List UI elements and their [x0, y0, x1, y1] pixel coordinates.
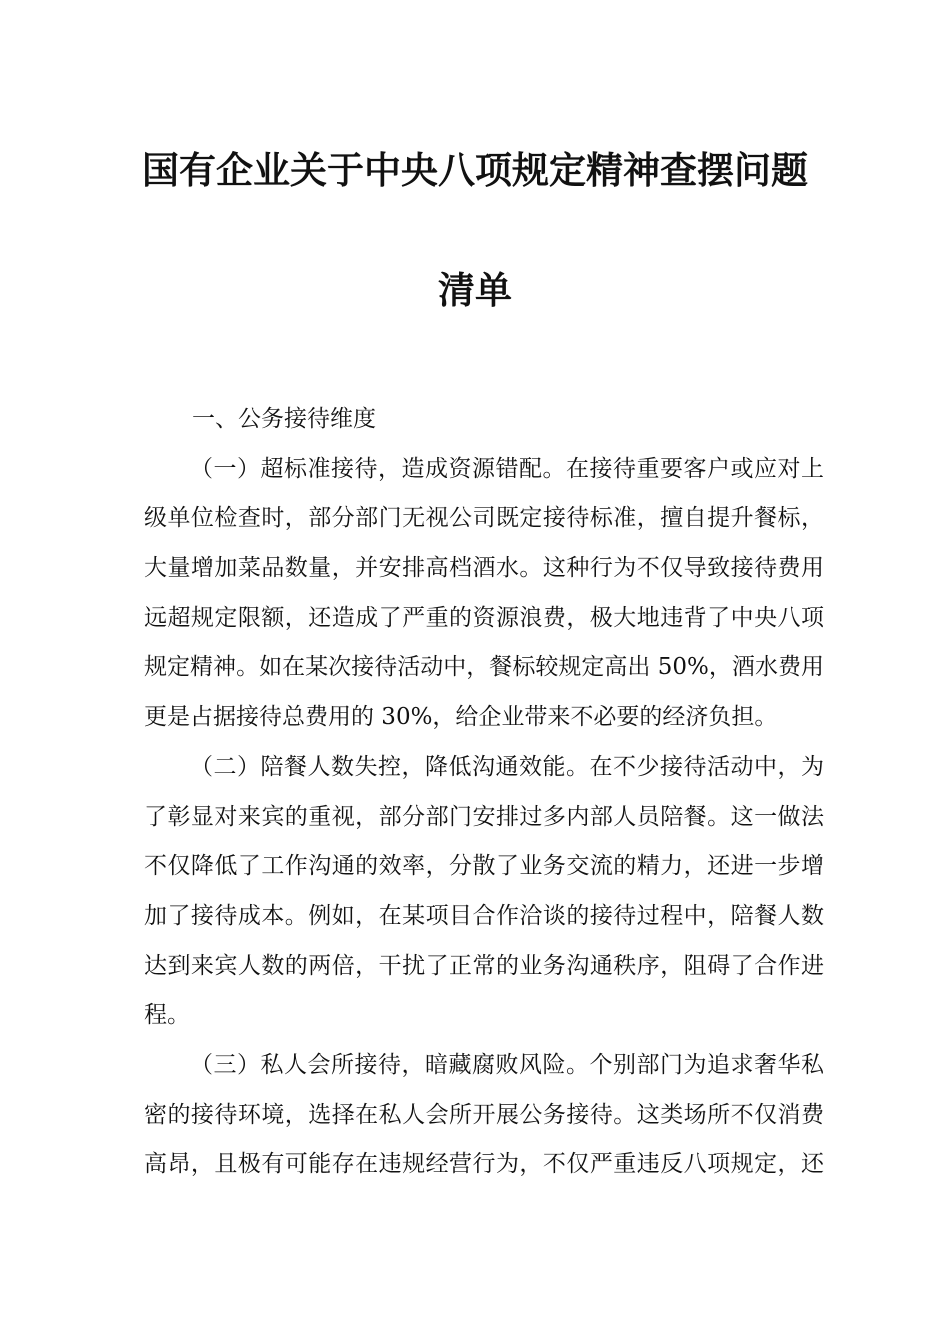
paragraph-line: 大量增加菜品数量，并安排高档酒水。这种行为不仅导致接待费用: [144, 555, 824, 582]
paragraph-line: 高昂，且极有可能存在违规经营行为，不仅严重违反八项规定，还: [144, 1151, 824, 1178]
paragraph-3: [144, 1041, 824, 1190]
document-title-line-1: 国有企业关于中央八项规定精神查摆问题: [142, 148, 808, 192]
paragraph-line: 级单位检查时，部分部门无视公司既定接待标准，擅自提升餐标，: [144, 505, 824, 532]
paragraph-line: 了彰显对来宾的重视，部分部门安排过多内部人员陪餐。这一做法: [144, 803, 824, 830]
paragraph-line: （三）私人会所接待，暗藏腐败风险。个别部门为追求奢华私: [190, 1051, 824, 1078]
paragraph-line: 程。: [144, 1002, 190, 1029]
paragraph-line: （二）陪餐人数失控，降低沟通效能。在不少接待活动中，为: [190, 753, 824, 780]
paragraph-line: 远超规定限额，还造成了严重的资源浪费，极大地违背了中央八项: [144, 604, 824, 631]
document-body: [144, 395, 824, 1190]
paragraph-line: 加了接待成本。例如，在某项目合作洽谈的接待过程中，陪餐人数: [144, 902, 824, 929]
section-heading: 一、公务接待维度: [192, 406, 376, 432]
document-title-line-2: 清单: [438, 268, 512, 312]
paragraph-line: 密的接待环境，选择在私人会所开展公务接待。这类场所不仅消费: [144, 1101, 824, 1128]
paragraph-line: 不仅降低了工作沟通的效率，分散了业务交流的精力，还进一步增: [144, 853, 824, 880]
paragraph-line: （一）超标准接待，造成资源错配。在接待重要客户或应对上: [190, 455, 824, 482]
paragraph-1: [144, 445, 824, 743]
paragraph-line: 达到来宾人数的两倍，干扰了正常的业务沟通秩序，阻碍了合作进: [144, 952, 824, 979]
paragraph-2: [144, 743, 824, 1041]
paragraph-line: 规定精神。如在某次接待活动中，餐标较规定高出 50%，酒水费用: [144, 654, 824, 681]
paragraph-line: 更是占据接待总费用的 30%，给企业带来不必要的经济负担。: [144, 704, 778, 731]
